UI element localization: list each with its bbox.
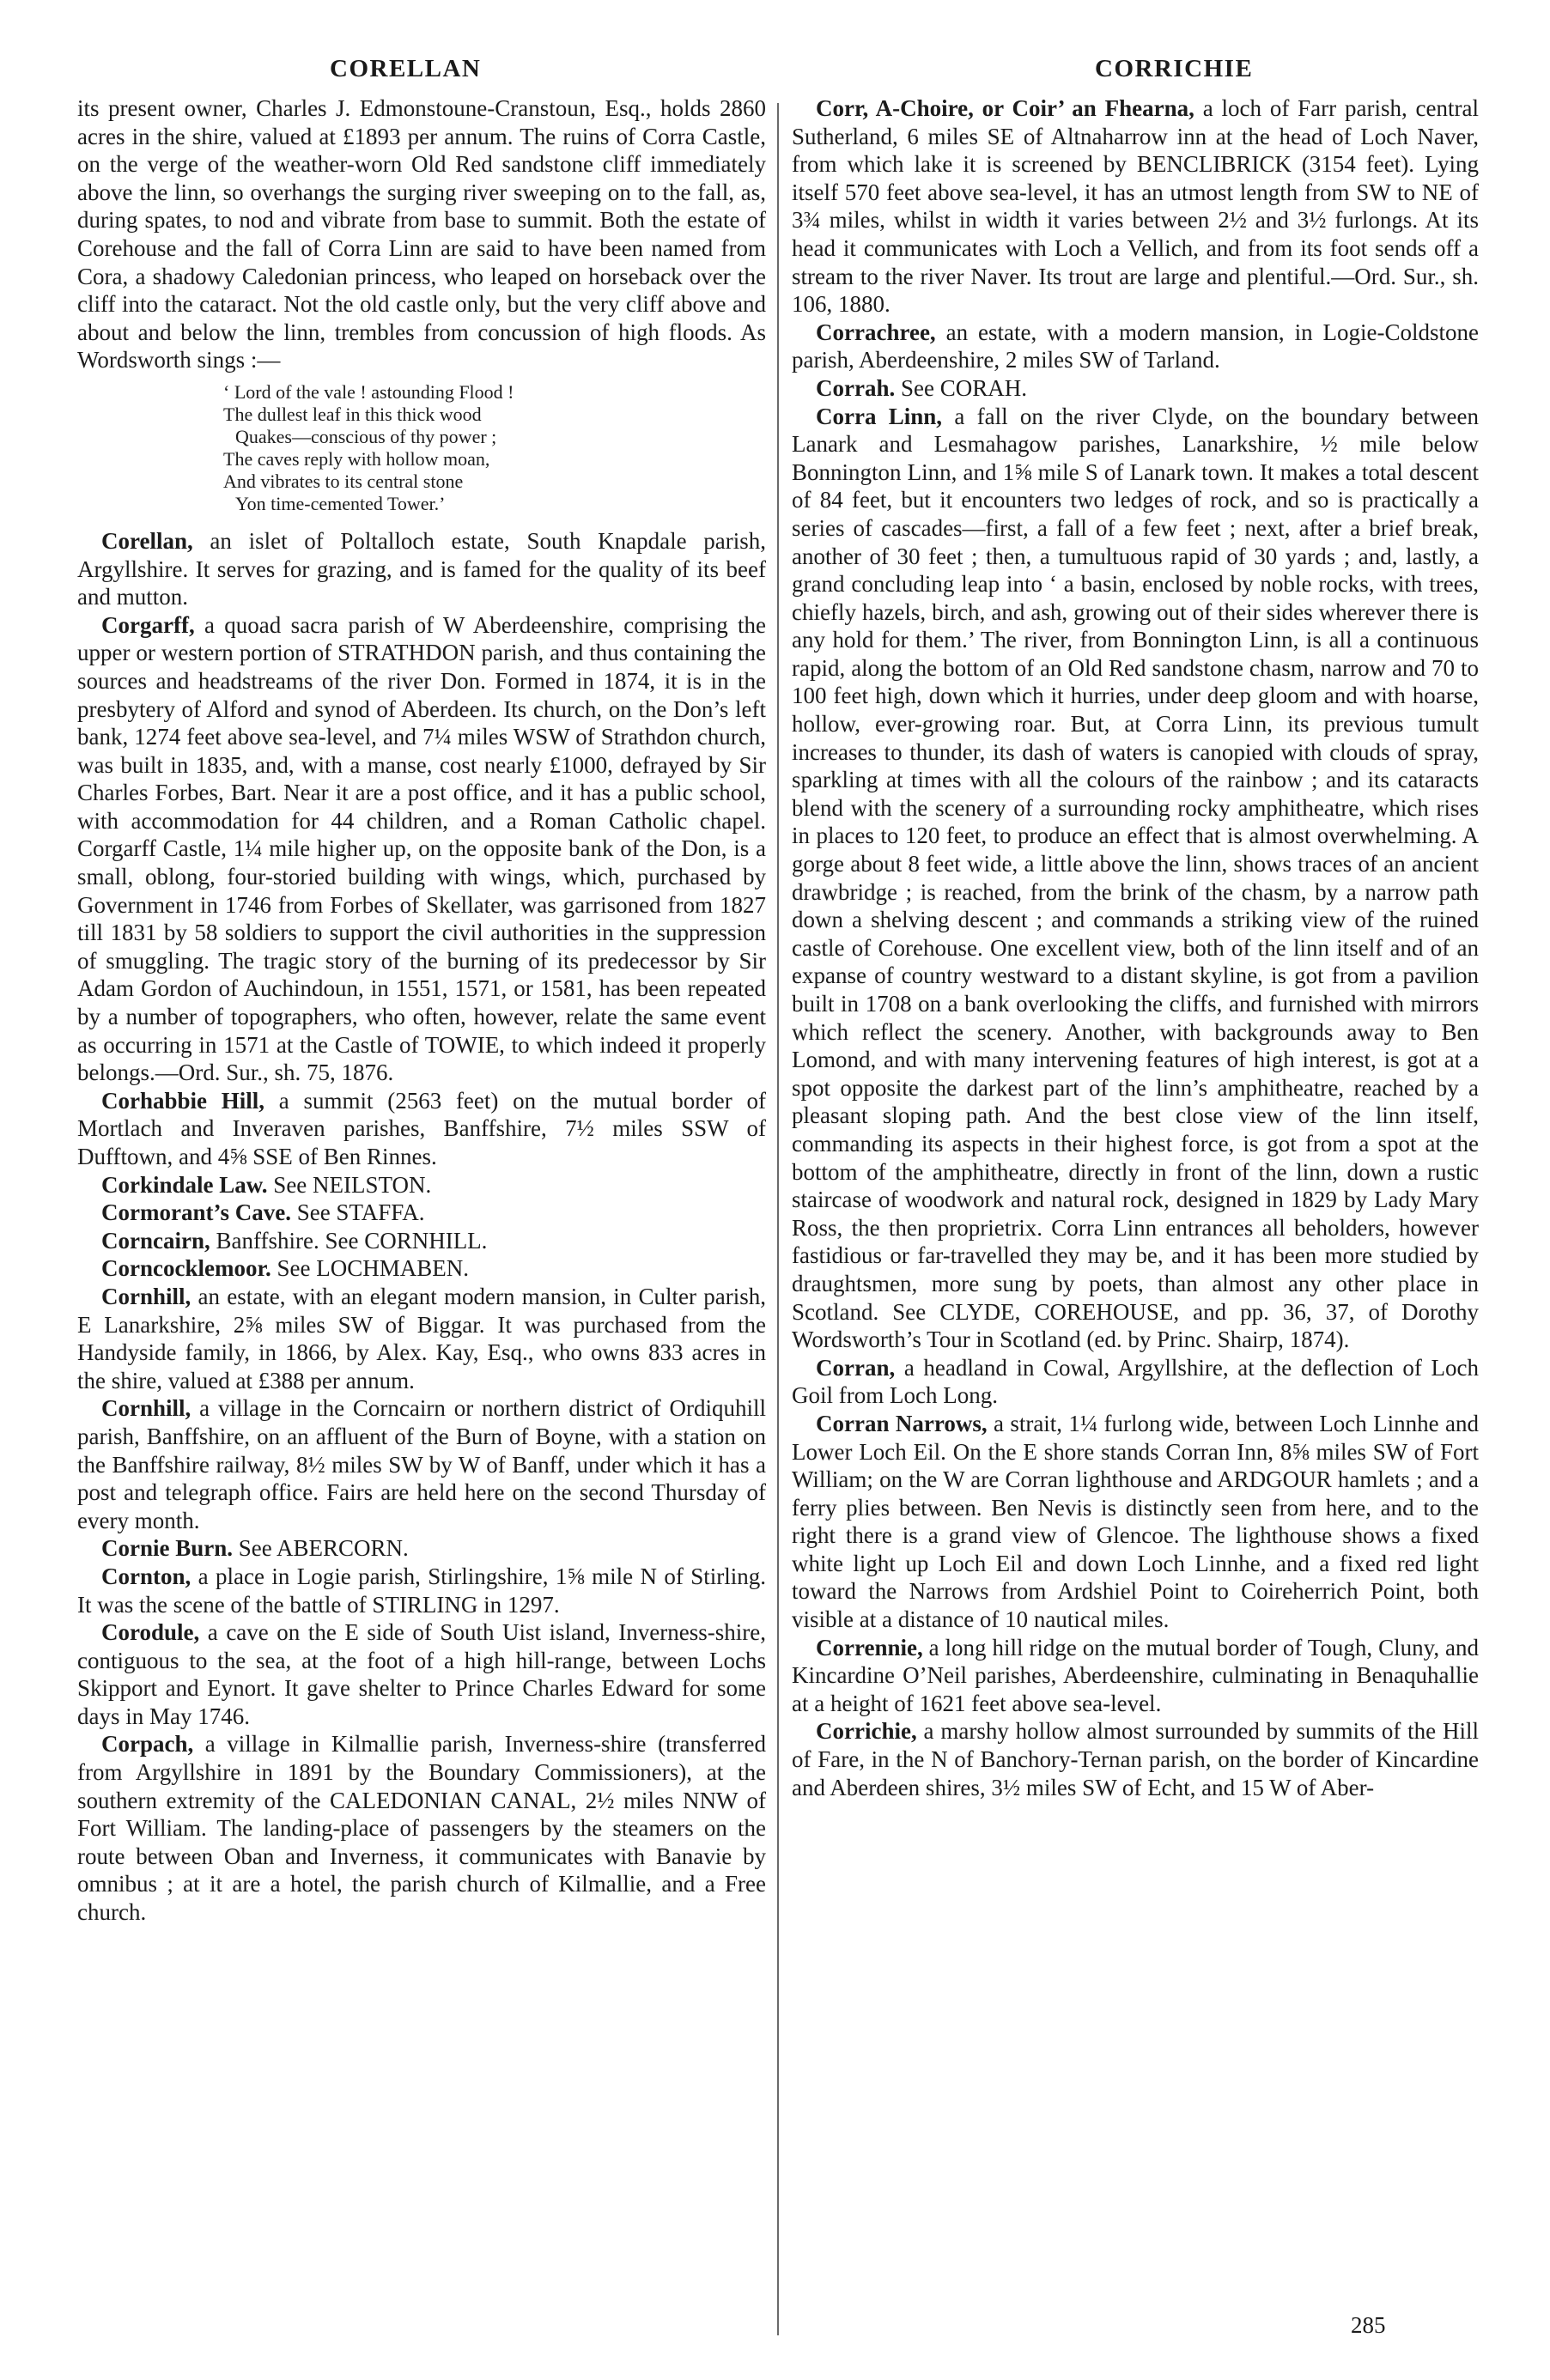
headword: Cornton, <box>101 1563 191 1589</box>
headword: Corrennie, <box>816 1634 923 1661</box>
entry-corellan: Corellan, an islet of Poltalloch estate, South Knapdale parish, Argyllshire. It serves for grazing, and is famed for the quality of its beef and mutton. <box>77 527 766 610</box>
running-head-right: CORRICHIE <box>1095 55 1254 82</box>
headword: Corrachree, <box>816 319 936 345</box>
entry-corr: Corr, A-Choire, or Coir’ an Fhearna, a loch of Farr parish, central Sutherland, 6 miles SE of Altnaharrow inn at the head of Loch Naver, from which lake it is screened by BENCLIBRICK (3154 feet). Lying itself 570 feet above sea-level, it has an utmost length from SW to NE of 3¾ miles, whilst in width it varies between 2½ and 3½ furlongs. At its head it communicates with Loch a Vellich, and from its foot sends off a stream to the river Naver. Its trout are large and plentiful.—Ord. Sur., sh. 106, 1880. <box>792 95 1479 318</box>
headword: Corncocklemoor. <box>101 1255 271 1282</box>
headword: Cornhill, <box>101 1395 191 1422</box>
entry-cornhill-village: Cornhill, a village in the Corncairn or northern district of Ordiquhill parish, Banffshire, on an affluent of the Burn of Boyne, with a station on the Banffshire railway, 8½ miles SW by W of Banff, under which it has a post and telegraph office. Fairs are held here on the second Thursday of every month. <box>77 1395 766 1533</box>
entry-corgarff: Corgarff, a quoad sacra parish of W Aberdeenshire, comprising the upper or western portion of STRATHDON parish, and thus containing the sources and headstreams of the river Don. Formed in 1874, it is in the presbytery of Alford and synod of Aberdeen. Its church, on the Don’s left bank, 1274 feet above sea-level, and 7¼ miles WSW of Strathdon church, was built in 1835, and, with a manse, cost nearly £1000, defrayed by Sir Charles Forbes, Bart. Near it are a post office, and it has a public school, with accommodation for 44 children, and a Roman Catholic chapel. Corgarff Castle, 1¼ mile higher up, on the opposite bank of the Don, is a small, oblong, four-storied building with wings, which, purchased by Government in 1746 from Forbes of Skellater, was garrisoned from 1827 till 1831 by 58 soldiers to support the civil authorities in the suppression of smuggling. The tragic story of the burning of its predecessor by Sir Adam Gordon of Auchindoun, in 1551, 1571, or 1581, has been repeated by a number of topographers, who often, however, relate the same event as occurring in 1571 at the Castle of TOWIE, to which indeed it properly belongs.—Ord. Sur., sh. 75, 1876. <box>77 611 766 1086</box>
entry-cornie-burn: Cornie Burn. See ABERCORN. <box>101 1535 409 1562</box>
entry-corrennie: Corrennie, a long hill ridge on the mutual border of Tough, Cluny, and Kincardine O’Neil parishes, Aberdeenshire, culminating in Benaquhallie at a height of 1621 feet above sea-level. <box>792 1634 1479 1716</box>
entry-cornhill-estate: Cornhill, an estate, with an elegant modern mansion, in Culter parish, E Lanarkshire, 2⅝ miles SW of Biggar. It was purchased from the Handyside family, in 1866, by Alex. Kay, Esq., who owns 833 acres in the shire, valued at £388 per annum. <box>77 1283 766 1393</box>
headword: Corgarff, <box>101 611 195 638</box>
headword: Corhabbie Hill, <box>101 1087 265 1114</box>
headword: Corran, <box>816 1354 896 1381</box>
entry-corran-narrows: Corran Narrows, a strait, 1¼ furlong wide, between Loch Linnhe and Lower Loch Eil. On the E shore stands Corran Inn, 8⅝ miles SW of Fort William; on the W are Corran lighthouse and ARDGOUR hamlets ; and a ferry plies between. Ben Nevis is distinctly seen from here, and to the right there is a grand view of Glencoe. The lighthouse shows a fixed white light up Loch Eil and down Loch Linnhe, and a fixed red light toward the Narrows from Ardshiel Point to Coireherrich Point, both visible at a distance of 10 nautical miles. <box>792 1410 1479 1633</box>
entry-corkindale-law: Corkindale Law. See NEILSTON. <box>101 1171 432 1198</box>
wordsworth-verse <box>77 381 766 515</box>
continued-paragraph: its present owner, Charles J. Edmonstoune-Cranstoun, Esq., holds 2860 acres in the shire, valued at £1893 per annum. The ruins of Corra Castle, on the verge of the weather-worn Old Red sandstone cliff immediately above the linn, so overhangs the surging river sweeping on to the fall, as, during spates, to nod and vibrate from base to summit. Both the estate of Corehouse and the fall of Corra Linn are said to have been named from Cora, a shadowy Caledonian princess, who leaped on horseback over the cliff into the cataract. Not the old castle only, but the very cliff above and about and below the linn, trembles from concussion of high floods. As Wordsworth sings :— <box>77 95 766 373</box>
verse-line: Yon time-cemented Tower.’ <box>235 492 446 514</box>
headword: Corellan, <box>101 527 193 554</box>
verse-line: And vibrates to its central stone <box>223 470 464 492</box>
entry-corpach: Corpach, a village in Kilmallie parish, Inverness-shire (transferred from Argyllshire in 1891 by the Boundary Commissioners), at the southern extremity of the CALEDONIAN CANAL, 2½ miles NNW of Fort William. The landing-place of passengers by the steamers on the route between Oban and Inverness, it communicates with Banavie by omnibus ; at it are a hotel, the parish church of Kilmallie, and a Free church. <box>77 1731 766 1926</box>
entry-corrachree: Corrachree, an estate, with a modern mansion, in Logie-Coldstone parish, Aberdeenshire, 2 miles SW of Tarland. <box>792 319 1479 373</box>
column-rule <box>777 103 779 2335</box>
right-column <box>792 94 1479 2292</box>
entry-corncairn: Corncairn, Banffshire. See CORNHILL. <box>101 1227 488 1254</box>
headword: Corodule, <box>101 1619 200 1646</box>
entry-cornton: Cornton, a place in Logie parish, Stirlingshire, 1⅝ mile N of Stirling. It was the scene of the battle of STIRLING in 1297. <box>77 1563 766 1618</box>
headword: Corra Linn, <box>816 403 943 429</box>
headword: Corkindale Law. <box>101 1171 268 1198</box>
verse-line: The caves reply with hollow moan, <box>223 447 490 470</box>
verse-line: ‘ Lord of the vale ! astounding Flood ! <box>223 380 514 403</box>
page-number: 285 <box>1351 2312 1386 2338</box>
headword: Cormorant’s Cave. <box>101 1199 291 1226</box>
verse-line: The dullest leaf in this thick wood <box>223 403 482 425</box>
verse-line: Quakes—conscious of thy power ; <box>235 425 497 447</box>
headword: Corrichie, <box>816 1718 917 1745</box>
entry-corrichie: Corrichie, a marshy hollow almost surrounded by summits of the Hill of Fare, in the N of Banchory-Ternan parish, on the border of Kincardine and Aberdeen shires, 3½ miles SW of Echt, and 15 W of Aber- <box>792 1718 1479 1800</box>
headword: Corran Narrows, <box>816 1410 988 1436</box>
entry-corhabbie-hill: Corhabbie Hill, a summit (2563 feet) on the mutual border of Mortlach and Inveraven parishes, Banffshire, 7½ miles SSW of Dufftown, and 4⅝ SSE of Ben Rinnes. <box>77 1087 766 1169</box>
headword: Corncairn, <box>101 1227 210 1254</box>
entry-corodule: Corodule, a cave on the E side of South Uist island, Inverness-shire, contiguous to the sea, at the foot of a high hill-range, between Lochs Skipport and Eynort. It gave shelter to Prince Charles Edward for some days in May 1746. <box>77 1619 766 1729</box>
entry-corra-linn: Corra Linn, a fall on the river Clyde, on the boundary between Lanark and Lesmahagow parishes, Lanarkshire, ½ mile below Bonnington Linn, and 1⅝ mile S of Lanark town. It makes a total descent of 84 feet, but it encounters two ledges of rock, and so is practically a series of cascades—first, a fall of a few feet ; next, after a brief break, another of 30 feet ; then, a tumultuous rapid of 30 yards ; and, lastly, a grand concluding leap into ‘ a basin, enclosed by noble rocks, with trees, chiefly hazels, birch, and ash, growing out of their sides wherever there is any hold for them.’ The river, from Bonnington Linn, is all a continuous rapid, along the bottom of an Old Red sandstone chasm, narrow and 70 to 100 feet high, down which it hurries, under deep gloom and with hoarse, hollow, ever-growing roar. But, at Corra Linn, its previous tumult increases to thunder, its dash of waters is canopied with clouds of spray, sparkling at times with all the colours of the rainbow ; and its cataracts blend with the scenery of a surrounding rocky amphitheatre, which rises in places to 120 feet, to produce an effect that is almost overwhelming. A gorge about 8 feet wide, a little above the linn, shows traces of an ancient drawbridge ; is reached, from the brink of the chasm, by a narrow path down a shelving descent ; and commands a striking view of the ruined castle of Corehouse. One excellent view, both of the linn itself and of an expanse of country westward to a distant skyline, is got from a pavilion built in 1708 on a bank overlooking the cliffs, and furnished with mirrors which reflect the scenery. Another, with backgrounds away to Ben Lomond, and with many intervening features of high interest, is got at a spot opposite the darkest part of the linn’s amphitheatre, reached by a pleasant sloping path. And the best close view of the linn itself, commanding its aspects in their highest force, is got from a spot at the bottom of the amphitheatre, directly in front of the linn, down a rustic staircase of woodwork and natural rock, designed in 1829 by Lady Mary Ross, the then proprietrix. Corra Linn entrances all beholders, however fastidious or far-travelled they may be, and it has been more studied by draughtsmen, more sung by poets, than almost any other place in Scotland. See CLYDE, COREHOUSE, and pp. 36, 37, of Dorothy Wordsworth’s Tour in Scotland (ed. by Princ. Shairp, 1874). <box>792 403 1479 1353</box>
entry-corncocklemoor: Corncocklemoor. See LOCHMABEN. <box>101 1255 469 1282</box>
left-column <box>77 94 766 2292</box>
headword: Cornie Burn. <box>101 1535 234 1562</box>
headword: Corr, A-Choire, or Coir’ an Fhearna, <box>816 95 1194 121</box>
running-head-left: CORELLAN <box>330 55 482 82</box>
entry-corran: Corran, a headland in Cowal, Argyllshire, at the deflection of Loch Goil from Loch Long. <box>792 1354 1479 1409</box>
headword: Corrah. <box>816 374 896 401</box>
headword: Corpach, <box>101 1731 194 1758</box>
entry-cormorants-cave: Cormorant’s Cave. See STAFFA. <box>101 1199 425 1226</box>
entry-corrah: Corrah. See CORAH. <box>816 374 1027 401</box>
headword: Cornhill, <box>101 1283 191 1309</box>
